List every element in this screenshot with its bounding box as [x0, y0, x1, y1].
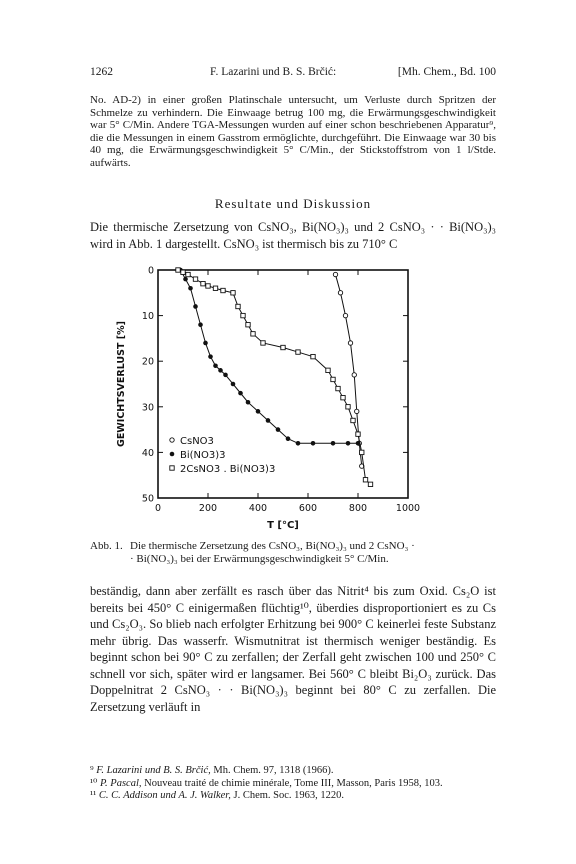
footnote-11	[90, 790, 496, 803]
data-point	[281, 345, 285, 349]
data-point	[206, 284, 210, 288]
series-line	[336, 275, 362, 467]
x-tick-label: 800	[348, 503, 368, 514]
footnote-reference: Mh. Chem. 97, 1318 (1966).	[213, 765, 334, 776]
legend-label: CsNO3	[180, 436, 214, 447]
data-point	[176, 268, 180, 272]
footnote-authors: C. C. Addison und A. J. Walker,	[98, 790, 231, 801]
data-point	[360, 450, 364, 454]
data-point	[363, 478, 367, 482]
figure-caption-label: Abb. 1.	[90, 540, 123, 552]
figure-caption-line1: Die thermische Zersetzung des CsNO₃, Bi(NO₃)₃ und 2 CsNO₃ ·	[130, 540, 415, 552]
header-authors: F. Lazarini und B. S. Brčić:	[210, 66, 337, 78]
data-point	[201, 281, 205, 285]
y-tick-label: 50	[141, 493, 154, 505]
x-tick-label: 200	[198, 503, 218, 514]
data-point	[351, 418, 355, 422]
data-point	[256, 409, 261, 414]
data-point	[186, 272, 190, 276]
data-point	[341, 395, 345, 399]
data-point	[338, 291, 342, 295]
results-paragraph: Die thermische Zersetzung von CsNO₃, Bi(NO₃)₃ und 2 CsNO₃ · · Bi(NO₃)₃ wird in Abb. 1 dargestellt. CsNO₃ ist thermisch bis zu 710° C	[90, 220, 496, 251]
data-point	[286, 436, 291, 441]
section-title: Resultate und Diskussion	[214, 196, 372, 211]
figure-caption-line2: · Bi(NO₃)₃ bei der Erwärmungsgeschwindigkeit 5° C/Min.	[130, 553, 389, 565]
legend-label: Bi(NO3)3	[180, 450, 226, 461]
discussion-paragraph: beständig, dann aber zerfällt es rasch über das Nitrit⁴ bis zum Oxid. Cs₂O ist bereits bei 450° C einigermaßen flüchtig¹⁰, überdies disproportioniert es zu Cs und Cs₂O₃. So blieb nach erfolgter Erhitzung bei 900° C keinerlei feste Substanz mehr übrig. Das wasserfr. Wismutnitrat ist thermisch weniger beständig. Es beginnt schon bei 90° C zu zerfallen; der Zerfall geht zwischen 100 und 250° C schnell vor sich, später wird er langsamer. Bei 560° C bleibt Bi₂O₃ zurück. Das Doppelnitrat 2 CsNO₃ · · Bi(NO₃)₃ beginnt bei 80° C zu zerfallen. Die Zersetzung verläuft in	[90, 584, 496, 714]
tick-layer	[142, 266, 420, 515]
data-point	[311, 441, 316, 446]
data-point	[188, 286, 193, 291]
legend-label: 2CsNO3 . Bi(NO3)3	[180, 464, 276, 475]
data-point	[346, 405, 350, 409]
header-journal: [Mh. Chem., Bd. 100	[397, 66, 496, 78]
chart-legend	[170, 436, 276, 475]
footnote-reference: Nouveau traité de chimie minérale, Tome III, Masson, Paris 1958, 103.	[144, 777, 443, 789]
y-tick-label: 0	[147, 265, 154, 277]
data-point	[356, 432, 360, 436]
data-point	[183, 277, 188, 282]
data-point	[238, 391, 243, 396]
data-point	[348, 341, 352, 345]
footnote-9	[90, 765, 496, 778]
footnote-number: ⁹	[90, 765, 94, 776]
data-point	[296, 441, 301, 446]
figure-caption	[90, 540, 496, 566]
data-point	[355, 409, 359, 413]
data-point	[208, 354, 213, 359]
data-point	[311, 354, 315, 358]
y-tick-label: 20	[141, 356, 154, 368]
data-point	[331, 441, 336, 446]
data-point	[331, 377, 335, 381]
data-point	[213, 363, 218, 368]
data-point	[193, 277, 197, 281]
y-axis-label: GEWICHTSVERLUST [%]	[116, 321, 127, 447]
footnote-authors: P. Pascal,	[99, 777, 142, 789]
data-point	[181, 270, 185, 274]
data-point	[223, 373, 228, 378]
data-point	[246, 323, 250, 327]
data-point	[231, 291, 235, 295]
x-tick-label: 1000	[395, 503, 421, 514]
data-point	[296, 350, 300, 354]
data-point	[203, 341, 208, 346]
legend-marker	[170, 438, 174, 442]
footnote-number: ¹⁰	[90, 777, 98, 789]
data-point	[326, 368, 330, 372]
x-tick-label: 0	[154, 503, 162, 514]
data-point	[236, 304, 240, 308]
data-point	[193, 304, 198, 309]
footnote-10	[90, 778, 496, 791]
data-point	[218, 368, 223, 373]
page-number: 1262	[90, 66, 113, 78]
data-point	[261, 341, 265, 345]
data-point	[241, 313, 245, 317]
x-tick-label: 400	[248, 503, 268, 514]
y-tick-label: 30	[141, 402, 154, 414]
y-tick-label: 10	[141, 311, 154, 323]
data-point	[352, 373, 356, 377]
data-point	[276, 427, 281, 432]
data-point	[343, 313, 347, 317]
data-point	[198, 322, 203, 327]
footnote-number: ¹¹	[90, 790, 97, 801]
data-point	[231, 382, 236, 387]
data-point	[221, 288, 225, 292]
y-tick-label: 40	[141, 447, 154, 459]
data-point	[346, 441, 351, 446]
intro-paragraph: No. AD-2) in einer großen Platinschale untersucht, um Verluste durch Spritzen der Schmelze zu verhindern. Die Einwaage betrug 100 mg, die Erwärmungsgeschwindigkeit war 5° C/Min. Andere TGA-Messungen wurden auf einer schon beschriebenen Apparatur⁹, die die Messungen in einem Gasstrom ermöglichte, durchgeführt. Die Einwaage war 30 bis 40 mg, die Erwärmungsgeschwindigkeit 5° C/Min., der Stickstoffstrom von 1 l/Stde. aufwärts.	[90, 94, 496, 169]
data-point	[251, 332, 255, 336]
data-point	[368, 482, 372, 486]
x-tick-label: 600	[298, 503, 318, 514]
footnotes	[90, 765, 496, 803]
chart-plot-area	[142, 266, 420, 515]
series-line	[181, 270, 359, 443]
legend-marker	[170, 452, 175, 457]
data-point	[266, 418, 271, 423]
footnote-authors: F. Lazarini und B. S. Brčić,	[96, 765, 211, 776]
x-axis-label: T [°C]	[267, 520, 299, 531]
data-point	[246, 400, 251, 405]
figure-chart	[110, 258, 470, 533]
footnote-reference: J. Chem. Soc. 1963, 1220.	[233, 790, 345, 801]
legend-marker	[170, 466, 174, 470]
data-point	[213, 286, 217, 290]
data-point	[336, 386, 340, 390]
data-point	[333, 272, 337, 276]
